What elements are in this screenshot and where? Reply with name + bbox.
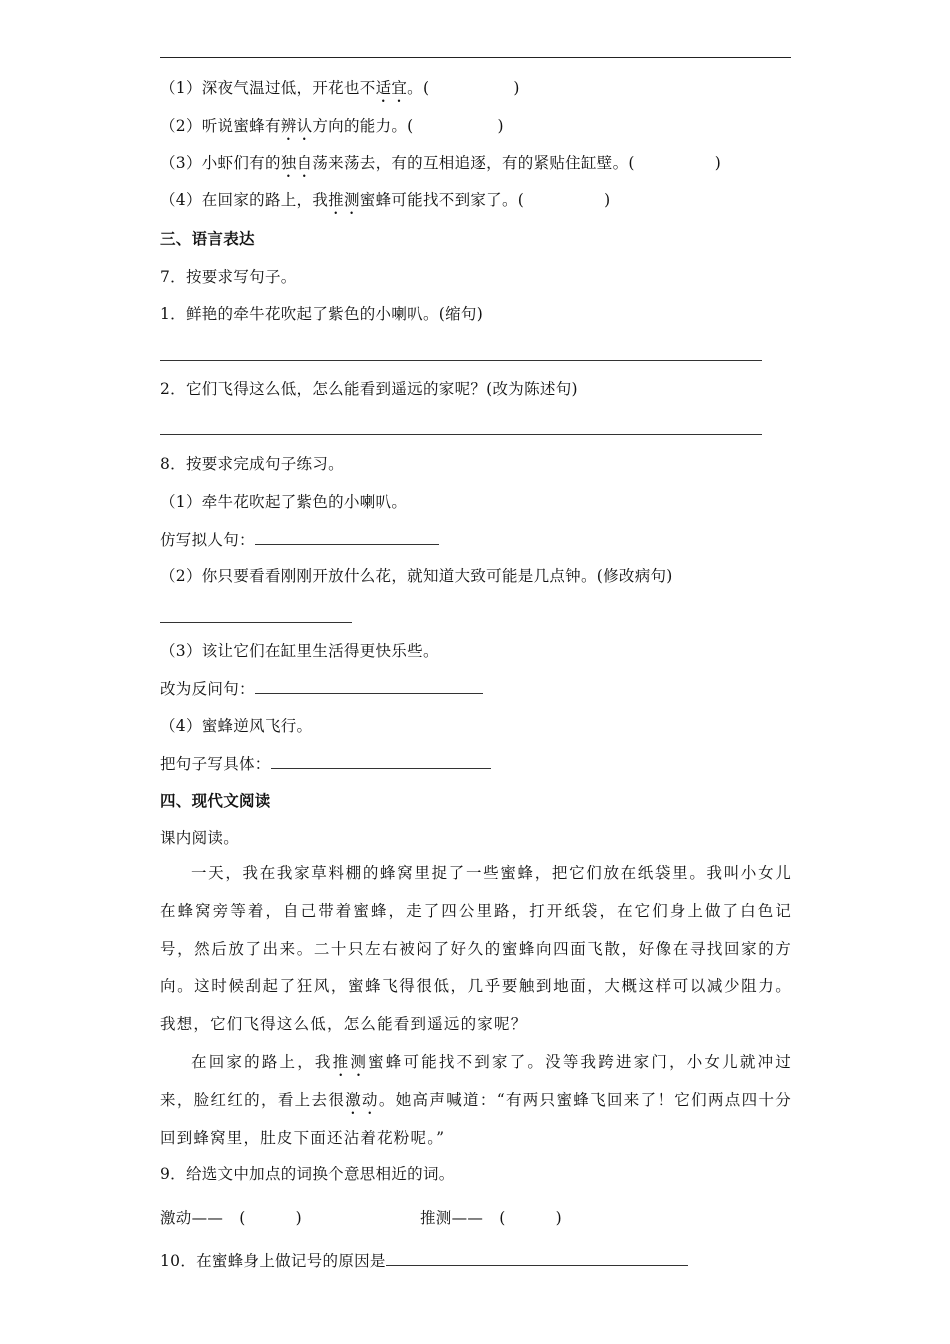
passage-paragraph-2: 在回家的路上，我推测蜜蜂可能找不到家了。没等我跨进家门，小女儿就冲过来，脸红红的，看上去很激动。她高声喊道：“有两只蜜蜂飞回来了！它们两点四十分回到蜂窝里，肚皮下面还沾着花粉呢。” — [160, 1052, 792, 1147]
dotted-word: 辨认 — [280, 117, 313, 135]
q7-item-1: 1．鲜艳的牵牛花吹起了紫色的小喇叭。(缩句) — [160, 305, 484, 323]
s6-item-2: （2）听说蜜蜂有辨认方向的能力。( ) — [160, 117, 504, 135]
answer-line[interactable] — [271, 753, 491, 769]
q8-item-3: （3）该让它们在缸里生活得更快乐些。 — [160, 642, 439, 660]
section-3-title: 三、语言表达 — [160, 229, 255, 248]
dotted-word: 适宜 — [375, 79, 408, 97]
q8-item-4-prompt: 把句子写具体： — [160, 753, 491, 775]
s6-item-1: （1）深夜气温过低，开花也不适宜。( ) — [160, 79, 520, 97]
passage-paragraph-1: 一天，我在我家草料棚的蜂窝里捉了一些蜜蜂，把它们放在纸袋里。我叫小女儿在蜂窝旁等着，自己带着蜜蜂，走了四公里路，打开纸袋，在它们身上做了白色记号，然后放了出来。二十只左右被闷了好久的蜜蜂向四面飞散，好像在寻找回家的方向。这时候刮起了狂风，蜜蜂飞得很低，几乎要触到地面，大概这样可以减少阻力。我想，它们飞得这么低，怎么能看到遥远的家呢？ — [160, 864, 792, 1034]
answer-line[interactable] — [160, 360, 762, 361]
dotted-word: 激动 — [345, 1090, 379, 1109]
q9-word-2: 推测—— ( ) — [420, 1209, 562, 1227]
q8-item-4: （4）蜜蜂逆风飞行。 — [160, 717, 313, 735]
s6-item-3: （3）小虾们有的独自荡来荡去，有的互相追逐，有的紧贴住缸壁。( ) — [160, 154, 722, 172]
header-rule — [160, 57, 791, 58]
reading-passage — [160, 855, 792, 1157]
q9-word-1: 激动—— ( ) — [160, 1209, 302, 1227]
q9-title: 9．给选文中加点的词换个意思相近的词。 — [160, 1165, 455, 1183]
answer-line[interactable] — [160, 434, 762, 435]
q10-prompt: 10．在蜜蜂身上做记号的原因是 — [160, 1250, 688, 1272]
q8-item-1: （1）牵牛花吹起了紫色的小喇叭。 — [160, 493, 408, 511]
answer-line[interactable] — [255, 678, 483, 694]
q8-item-3-prompt: 改为反问句： — [160, 678, 483, 700]
q8-item-2: （2）你只要看看刚刚开放什么花，就知道大致可能是几点钟。(修改病句) — [160, 567, 673, 585]
q8-title: 8．按要求完成句子练习。 — [160, 455, 344, 473]
dotted-word: 推测 — [332, 1052, 369, 1071]
dotted-word: 推测 — [328, 191, 360, 209]
dotted-word: 独自 — [280, 154, 313, 172]
q7-item-2: 2．它们飞得这么低，怎么能看到遥远的家呢？(改为陈述句) — [160, 380, 578, 398]
q8-item-1-prompt: 仿写拟人句： — [160, 529, 439, 551]
reading-intro: 课内阅读。 — [160, 829, 240, 847]
section-4-title: 四、现代文阅读 — [160, 791, 271, 810]
answer-line[interactable] — [160, 622, 352, 623]
s6-item-4: （4）在回家的路上，我推测蜜蜂可能找不到家了。( ) — [160, 191, 611, 209]
answer-line[interactable] — [386, 1250, 688, 1266]
q7-title: 7．按要求写句子。 — [160, 268, 297, 286]
answer-line[interactable] — [255, 529, 439, 545]
